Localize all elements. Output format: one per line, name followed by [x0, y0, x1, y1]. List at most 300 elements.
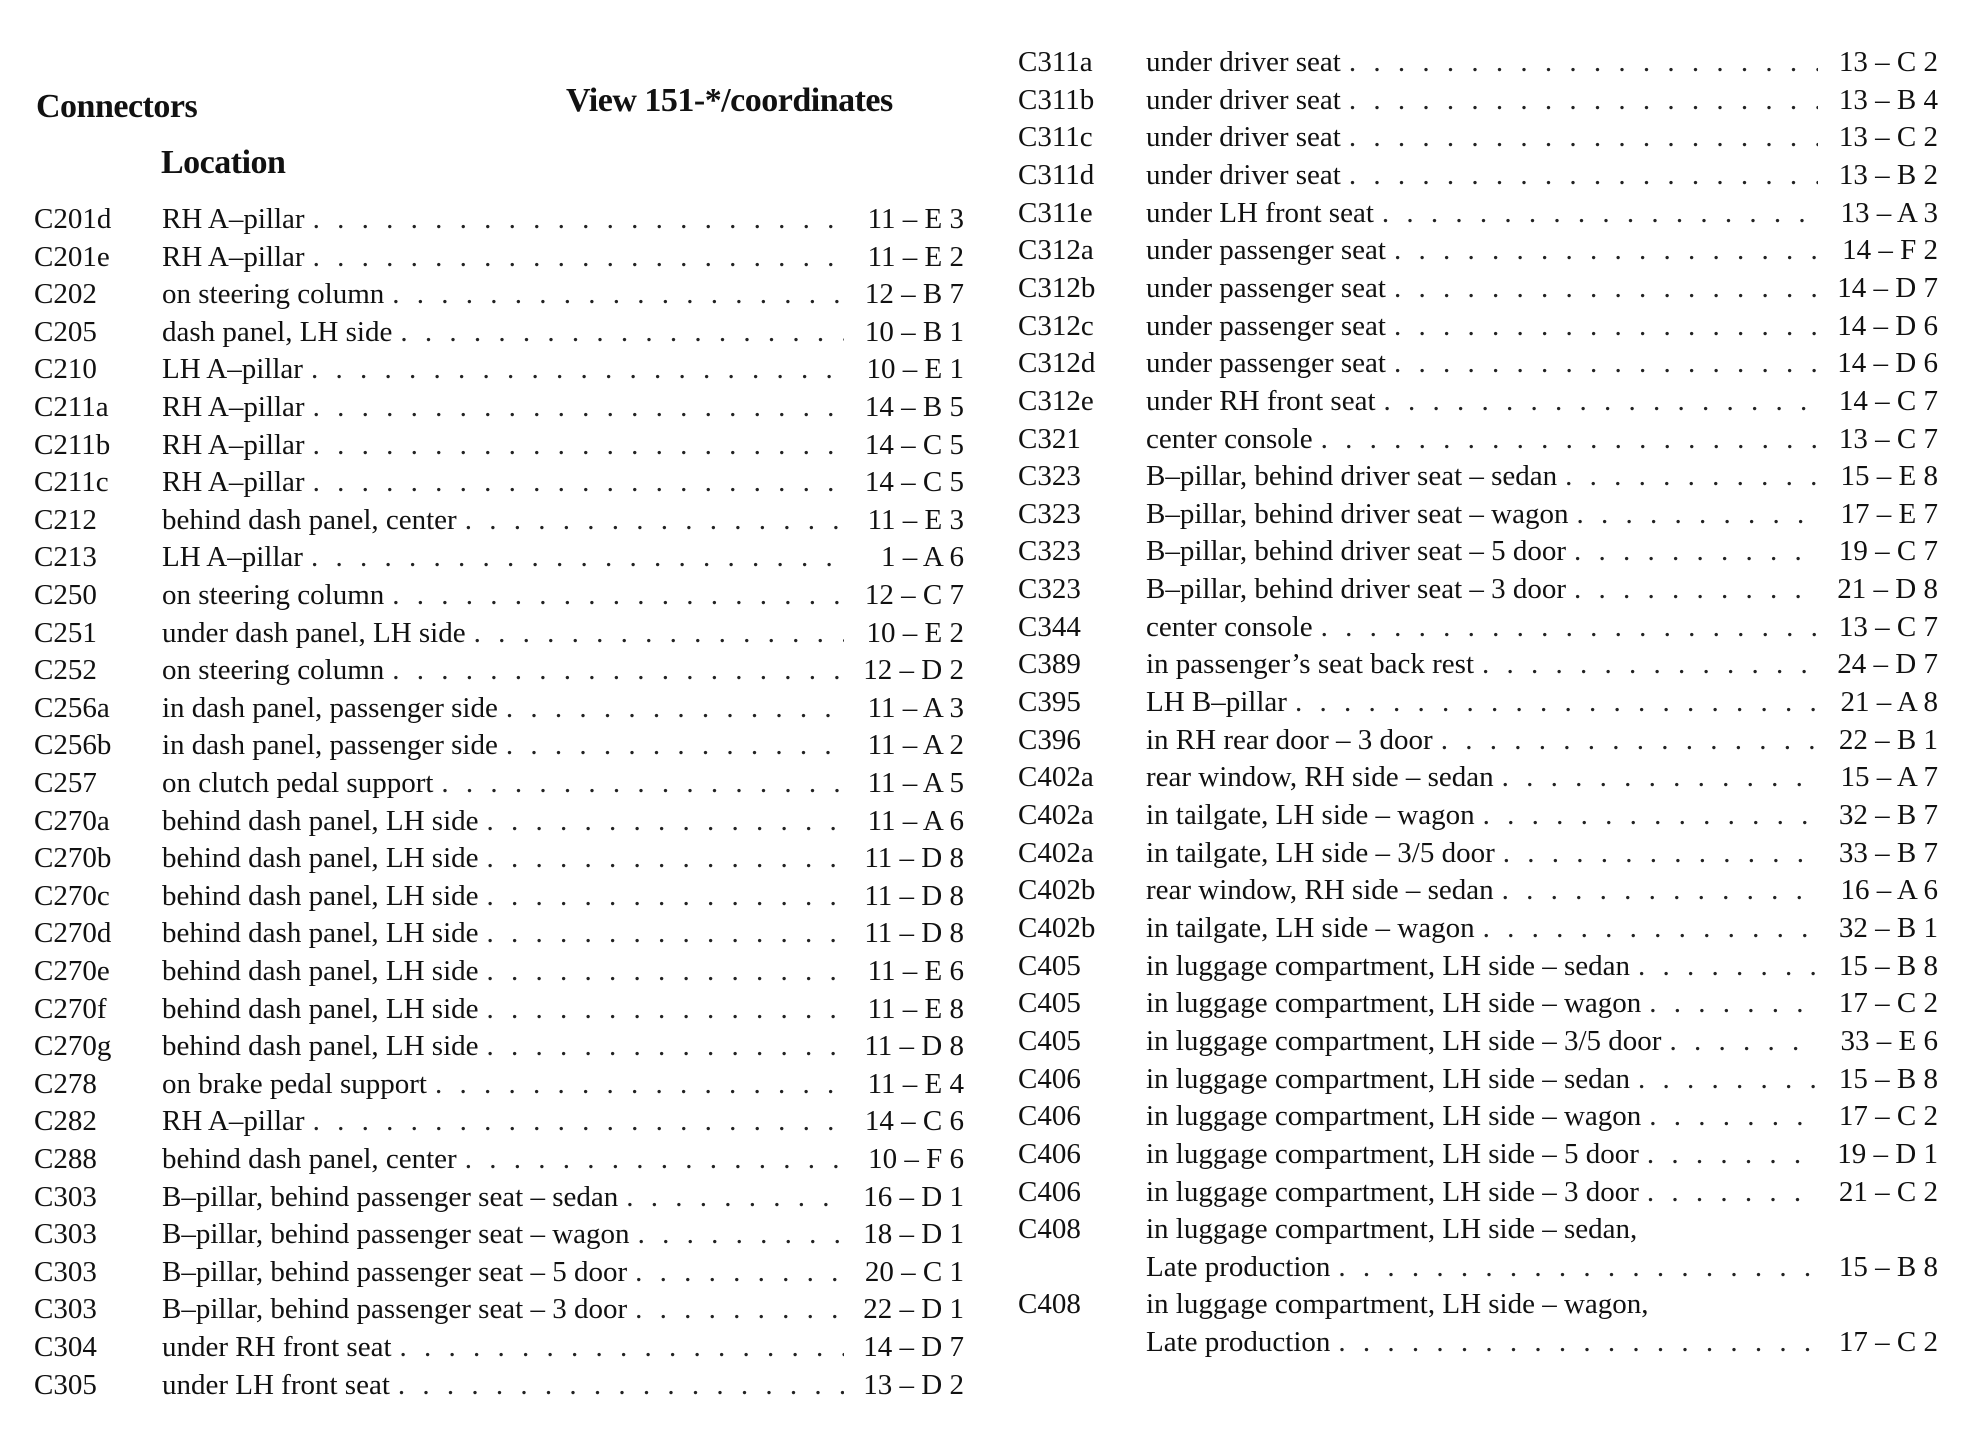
- location-text: behind dash panel, LH side: [162, 1030, 479, 1063]
- connector-row: [1018, 1176, 1938, 1214]
- connector-code: C278: [34, 1067, 97, 1100]
- leader-dots: [1638, 950, 1818, 983]
- connector-coordinate: 32 – B 7: [1838, 799, 1938, 831]
- connector-location: [162, 1256, 844, 1289]
- connector-row: [34, 504, 964, 542]
- connector-code: C257: [34, 767, 97, 799]
- connector-coordinate: 10 – E 2: [866, 616, 964, 649]
- location-text: on clutch pedal support: [162, 767, 434, 799]
- connector-row-continuation: [1018, 1251, 1938, 1289]
- location-text: center console: [1146, 422, 1313, 455]
- connector-location: [1146, 423, 1818, 456]
- location-text: under driver seat: [1146, 158, 1341, 191]
- connector-code: C311e: [1018, 196, 1093, 229]
- connector-location: [162, 1369, 844, 1402]
- connector-row: [1018, 121, 1938, 159]
- connector-code: C270e: [34, 955, 110, 987]
- connector-row: [34, 1068, 964, 1106]
- connector-row: [34, 617, 964, 655]
- connector-coordinate: 11 – E 6: [867, 955, 964, 987]
- connector-location: [162, 729, 844, 762]
- connector-row: [1018, 1288, 1938, 1326]
- connector-row: [1018, 272, 1938, 310]
- connector-code: C305: [34, 1368, 97, 1401]
- connector-row-continuation: [1018, 1326, 1938, 1364]
- leader-dots: [1384, 385, 1818, 418]
- connector-code: C402a: [1018, 761, 1094, 794]
- leader-dots: [313, 466, 844, 499]
- connector-location: [1146, 724, 1818, 757]
- connector-location: [1146, 385, 1818, 418]
- connector-coordinate: 13 – A 3: [1840, 196, 1938, 229]
- connector-location: [162, 1068, 844, 1101]
- leader-dots: [1295, 686, 1818, 719]
- connector-row: [1018, 1100, 1938, 1138]
- connector-coordinate: 1 – A 6: [881, 541, 964, 574]
- connector-code: C270g: [34, 1030, 112, 1063]
- connector-location: [162, 466, 844, 499]
- connector-coordinate: 11 – E 3: [867, 503, 964, 536]
- connector-code: C402a: [1018, 836, 1094, 869]
- connector-coordinate: 16 – D 1: [863, 1180, 964, 1213]
- connector-coordinate: 17 – C 2: [1838, 987, 1938, 1020]
- connector-location: [162, 1030, 844, 1063]
- location-text: under passenger seat: [1146, 234, 1386, 267]
- connector-coordinate: 18 – D 1: [863, 1218, 964, 1251]
- leader-dots: [400, 1331, 844, 1364]
- leader-dots: [1394, 347, 1818, 380]
- connector-row: [34, 1369, 964, 1407]
- location-text: in luggage compartment, LH side – wagon,: [1146, 1288, 1649, 1321]
- connector-coordinate: 11 – D 8: [864, 842, 964, 875]
- connector-location: [1146, 310, 1818, 343]
- connector-location: [1146, 535, 1818, 568]
- connector-location: [1146, 1138, 1818, 1171]
- connector-coordinate: 15 – B 8: [1838, 1250, 1938, 1283]
- connector-row: [34, 917, 964, 955]
- leader-dots: [1647, 1176, 1818, 1209]
- connector-coordinate: 11 – D 8: [864, 917, 964, 950]
- location-text: Late production: [1146, 1250, 1331, 1283]
- location-text: dash panel, LH side: [162, 315, 393, 348]
- connector-code: C303: [34, 1180, 97, 1213]
- connector-coordinate: 14 – C 5: [864, 466, 964, 499]
- connector-row: [1018, 46, 1938, 84]
- connector-coordinate: 13 – B 2: [1838, 158, 1938, 191]
- connector-location: [162, 617, 844, 650]
- connector-code: C312b: [1018, 271, 1096, 304]
- connector-row: [1018, 1138, 1938, 1176]
- location-text: behind dash panel, LH side: [162, 917, 479, 950]
- location-text: under RH front seat: [162, 1331, 392, 1363]
- connector-location: [162, 579, 844, 612]
- connector-location: [162, 316, 844, 349]
- connector-code: C205: [34, 315, 97, 348]
- leader-dots: [392, 654, 844, 687]
- connector-row: [1018, 799, 1938, 837]
- connector-row: [1018, 950, 1938, 988]
- location-text: RH A–pillar: [162, 1105, 305, 1138]
- location-text: in luggage compartment, LH side – 5 door: [1146, 1137, 1639, 1170]
- connector-code: C406: [1018, 1175, 1081, 1208]
- location-text: behind dash panel, LH side: [162, 879, 479, 912]
- connector-coordinate: 17 – E 7: [1840, 497, 1938, 530]
- connector-code: C312a: [1018, 234, 1094, 267]
- leader-dots: [474, 617, 844, 650]
- connector-location: [162, 993, 844, 1026]
- connector-row: [34, 579, 964, 617]
- connector-row: [1018, 385, 1938, 423]
- connector-location: [162, 955, 844, 988]
- connector-location: [162, 692, 844, 725]
- connector-code: C312c: [1018, 309, 1094, 342]
- connector-row: [1018, 84, 1938, 122]
- connector-location: [1146, 1251, 1818, 1284]
- connector-location: [162, 917, 844, 950]
- connector-location: [1146, 84, 1818, 117]
- connector-row: [1018, 1213, 1938, 1251]
- location-text: in luggage compartment, LH side – wagon: [1146, 1100, 1642, 1133]
- leader-dots: [1441, 724, 1818, 757]
- connector-coordinate: 21 – C 2: [1838, 1175, 1938, 1208]
- location-text: on steering column: [162, 278, 385, 311]
- connector-row: [34, 203, 964, 241]
- connector-location: [162, 1293, 844, 1326]
- connector-location: [162, 805, 844, 838]
- location-text: B–pillar, behind passenger seat – 3 door: [162, 1293, 628, 1326]
- connector-row: [1018, 912, 1938, 950]
- connector-location: [1146, 950, 1818, 983]
- connector-location: [162, 241, 844, 274]
- connector-row: [34, 241, 964, 279]
- leader-dots: [626, 1181, 844, 1214]
- connector-row: [1018, 1025, 1938, 1063]
- connector-code: C256a: [34, 691, 110, 724]
- connector-location: [1146, 1326, 1818, 1359]
- leader-dots: [506, 692, 844, 725]
- connector-row: [34, 729, 964, 767]
- connector-location: [162, 504, 844, 537]
- connector-row: [34, 1331, 964, 1369]
- connector-location: [162, 353, 844, 386]
- leader-dots: [487, 955, 844, 988]
- connector-code: C406: [1018, 1062, 1081, 1095]
- connector-coordinate: 11 – A 2: [867, 729, 964, 762]
- connector-code: C213: [34, 541, 97, 574]
- leader-dots: [311, 353, 844, 386]
- connector-coordinate: 12 – B 7: [864, 278, 964, 311]
- connector-coordinate: 14 – D 7: [1837, 271, 1938, 304]
- location-text: rear window, RH side – sedan: [1146, 874, 1494, 907]
- location-text: in tailgate, LH side – 3/5 door: [1146, 836, 1495, 869]
- connector-location: [162, 654, 844, 687]
- connector-location: [1146, 799, 1818, 832]
- connector-code: C312d: [1018, 347, 1096, 380]
- leader-dots: [1349, 46, 1818, 79]
- connector-row: [1018, 724, 1938, 762]
- leader-dots: [398, 1369, 844, 1402]
- connector-coordinate: 22 – B 1: [1838, 723, 1938, 756]
- connector-code: C402a: [1018, 799, 1094, 831]
- location-text: in luggage compartment, LH side – 3/5 door: [1146, 1024, 1662, 1057]
- connector-location: [1146, 1025, 1818, 1058]
- connector-code: C323: [1018, 460, 1081, 493]
- connector-row: [1018, 761, 1938, 799]
- connector-row: [34, 429, 964, 467]
- connector-coordinate: 19 – D 1: [1837, 1137, 1938, 1170]
- connector-code: C323: [1018, 497, 1081, 530]
- location-text: Late production: [1146, 1326, 1331, 1359]
- connector-location: [1146, 159, 1818, 192]
- location-text: under passenger seat: [1146, 271, 1386, 304]
- connector-location: [1146, 611, 1818, 644]
- connector-location: [162, 1218, 844, 1251]
- connector-row: [1018, 1063, 1938, 1101]
- connector-code: C406: [1018, 1137, 1081, 1170]
- location-text: behind dash panel, LH side: [162, 955, 479, 987]
- connector-coordinate: 13 – C 2: [1838, 121, 1938, 154]
- location-text: B–pillar, behind driver seat – sedan: [1146, 460, 1558, 493]
- connector-row: [34, 767, 964, 805]
- location-text: on steering column: [162, 579, 385, 611]
- leader-dots: [635, 1293, 844, 1326]
- connector-row: [34, 1030, 964, 1068]
- location-text: B–pillar, behind passenger seat – wagon: [162, 1218, 630, 1251]
- connector-coordinate: 14 – D 7: [863, 1331, 964, 1363]
- connector-coordinate: 10 – E 1: [866, 353, 964, 386]
- connector-code: C311c: [1018, 121, 1093, 154]
- connector-row: [34, 466, 964, 504]
- connector-coordinate: 24 – D 7: [1837, 648, 1938, 681]
- connector-code: C323: [1018, 573, 1081, 606]
- connector-code: C270a: [34, 804, 110, 837]
- connector-location: [162, 203, 844, 236]
- leader-dots: [1382, 197, 1818, 230]
- connector-code: C311a: [1018, 46, 1093, 78]
- connector-row: [34, 993, 964, 1031]
- connector-coordinate: 11 – A 6: [867, 804, 964, 837]
- location-text: under LH front seat: [162, 1368, 390, 1401]
- location-text: in luggage compartment, LH side – sedan: [1146, 1062, 1631, 1095]
- connector-coordinate: 15 – A 7: [1840, 761, 1938, 794]
- location-text: under driver seat: [1146, 46, 1341, 78]
- location-text: behind dash panel, center: [162, 1143, 457, 1175]
- connector-row: [1018, 498, 1938, 536]
- connector-code: C251: [34, 616, 97, 649]
- connector-code: C288: [34, 1143, 97, 1175]
- leader-dots: [1574, 573, 1818, 606]
- leader-dots: [1576, 498, 1818, 531]
- leader-dots: [1502, 874, 1818, 907]
- connector-coordinate: 16 – A 6: [1840, 874, 1938, 907]
- leader-dots: [506, 729, 844, 762]
- connector-row: [1018, 535, 1938, 573]
- connector-row: [34, 316, 964, 354]
- location-text: under passenger seat: [1146, 347, 1386, 380]
- leader-dots: [635, 1256, 844, 1289]
- connector-row: [34, 692, 964, 730]
- location-text: in dash panel, passenger side: [162, 691, 498, 724]
- connector-coordinate: 32 – B 1: [1838, 911, 1938, 944]
- connector-row: [34, 805, 964, 843]
- connector-row: [34, 541, 964, 579]
- connector-coordinate: 11 – E 8: [867, 992, 964, 1025]
- leader-dots: [1638, 1063, 1818, 1096]
- location-text: RH A–pillar: [162, 203, 305, 235]
- connector-location: [1146, 197, 1818, 230]
- leader-dots: [1349, 159, 1818, 192]
- connector-code: C210: [34, 353, 97, 386]
- leader-dots: [1502, 761, 1818, 794]
- connector-code: C304: [34, 1331, 97, 1363]
- connector-coordinate: 10 – F 6: [868, 1143, 964, 1175]
- leader-dots: [465, 504, 844, 537]
- connector-code: C270c: [34, 879, 110, 912]
- leader-dots: [487, 1030, 844, 1063]
- connector-row: [1018, 423, 1938, 461]
- connector-location: [162, 1181, 844, 1214]
- location-text: behind dash panel, LH side: [162, 992, 479, 1025]
- connector-row: [1018, 573, 1938, 611]
- connector-row: [34, 1293, 964, 1331]
- leader-dots: [487, 993, 844, 1026]
- leader-dots: [1503, 837, 1818, 870]
- connector-location: [162, 767, 844, 800]
- connector-code: C323: [1018, 535, 1081, 568]
- leader-dots: [1338, 1251, 1818, 1284]
- connector-code: C303: [34, 1293, 97, 1326]
- connector-row: [34, 353, 964, 391]
- connector-row: [34, 842, 964, 880]
- connector-location: [1146, 761, 1818, 794]
- connector-code: C312e: [1018, 384, 1094, 417]
- connector-row: [34, 391, 964, 429]
- connector-code: C201d: [34, 203, 112, 235]
- location-text: in luggage compartment, LH side – sedan,: [1146, 1213, 1638, 1246]
- leader-dots: [313, 1105, 844, 1138]
- connector-code: C212: [34, 503, 97, 536]
- connector-code: C303: [34, 1255, 97, 1288]
- leader-dots: [487, 842, 844, 875]
- leader-dots: [392, 579, 844, 612]
- connector-row: [1018, 197, 1938, 235]
- location-text: in dash panel, passenger side: [162, 729, 498, 762]
- connector-code: C389: [1018, 648, 1081, 681]
- connector-location: [1146, 573, 1818, 606]
- connector-location: [1146, 1176, 1818, 1209]
- leader-dots: [313, 241, 844, 274]
- connector-code: C250: [34, 579, 97, 611]
- location-text: in luggage compartment, LH side – 3 door: [1146, 1175, 1639, 1208]
- location-heading: Location: [161, 144, 286, 181]
- connector-code: C406: [1018, 1100, 1081, 1133]
- leader-dots: [311, 541, 844, 574]
- connector-location: [1146, 1063, 1818, 1096]
- connector-coordinate: 13 – C 7: [1838, 610, 1938, 643]
- connector-coordinate: 13 – C 2: [1838, 46, 1938, 78]
- connector-code: C405: [1018, 1024, 1081, 1057]
- location-text: B–pillar, behind driver seat – wagon: [1146, 497, 1569, 530]
- connector-row: [1018, 460, 1938, 498]
- location-text: B–pillar, behind driver seat – 5 door: [1146, 535, 1567, 568]
- location-text: under LH front seat: [1146, 196, 1374, 229]
- connector-location: [162, 880, 844, 913]
- leader-dots: [441, 767, 844, 800]
- connector-location: [1146, 686, 1818, 719]
- leader-dots: [638, 1218, 844, 1251]
- connector-location: [1146, 837, 1818, 870]
- leader-dots: [1338, 1326, 1818, 1359]
- leader-dots: [1482, 648, 1818, 681]
- leader-dots: [487, 917, 844, 950]
- connector-row: [34, 880, 964, 918]
- connector-coordinate: 14 – C 7: [1838, 384, 1938, 417]
- connector-code: C270b: [34, 842, 112, 875]
- connector-location: [1146, 234, 1818, 267]
- connector-code: C396: [1018, 723, 1081, 756]
- location-text: in tailgate, LH side – wagon: [1146, 799, 1475, 831]
- connector-code: C395: [1018, 686, 1081, 719]
- connector-row: [1018, 648, 1938, 686]
- location-text: under RH front seat: [1146, 384, 1376, 417]
- connector-coordinate: 14 – C 6: [864, 1105, 964, 1138]
- connector-coordinate: 14 – C 5: [864, 428, 964, 461]
- leader-dots: [1669, 1025, 1818, 1058]
- connector-coordinate: 17 – C 2: [1838, 1100, 1938, 1133]
- connector-coordinate: 20 – C 1: [864, 1255, 964, 1288]
- connector-row: [1018, 686, 1938, 724]
- connector-code: C402b: [1018, 911, 1096, 944]
- connector-coordinate: 14 – F 2: [1842, 234, 1938, 267]
- connector-coordinate: 11 – A 5: [867, 767, 964, 799]
- location-text: LH B–pillar: [1146, 686, 1287, 719]
- connector-location: [162, 278, 844, 311]
- connector-coordinate: 15 – E 8: [1840, 460, 1938, 493]
- connector-row: [1018, 310, 1938, 348]
- leader-dots: [1349, 84, 1818, 117]
- connector-code: C303: [34, 1218, 97, 1251]
- connector-row: [34, 1256, 964, 1294]
- location-text: LH A–pillar: [162, 353, 303, 386]
- view-coordinates-heading: View 151-*/coordinates: [566, 82, 893, 119]
- location-text: behind dash panel, center: [162, 503, 457, 536]
- connector-coordinate: 11 – E 4: [867, 1067, 964, 1100]
- connector-location: [1146, 121, 1818, 154]
- location-text: under driver seat: [1146, 121, 1341, 154]
- location-text: RH A–pillar: [162, 428, 305, 461]
- page-title: Connectors: [36, 88, 198, 125]
- connector-coordinate: 13 – D 2: [863, 1368, 964, 1401]
- leader-dots: [1394, 234, 1818, 267]
- connector-coordinate: 14 – D 6: [1837, 347, 1938, 380]
- leader-dots: [313, 429, 844, 462]
- connector-location: [162, 391, 844, 424]
- connector-code: C211c: [34, 466, 109, 499]
- leader-dots: [1647, 1138, 1818, 1171]
- location-text: B–pillar, behind driver seat – 3 door: [1146, 573, 1567, 606]
- location-text: in RH rear door – 3 door: [1146, 723, 1433, 756]
- connector-code: C252: [34, 654, 97, 687]
- location-text: in luggage compartment, LH side – sedan: [1146, 949, 1631, 982]
- connector-code: C344: [1018, 610, 1081, 643]
- connector-code: C270f: [34, 992, 107, 1025]
- leader-dots: [1565, 460, 1818, 493]
- leader-dots: [465, 1143, 844, 1176]
- connector-row: [34, 278, 964, 316]
- connector-coordinate: 22 – D 1: [863, 1293, 964, 1326]
- leader-dots: [1349, 121, 1818, 154]
- location-text: rear window, RH side – sedan: [1146, 761, 1494, 794]
